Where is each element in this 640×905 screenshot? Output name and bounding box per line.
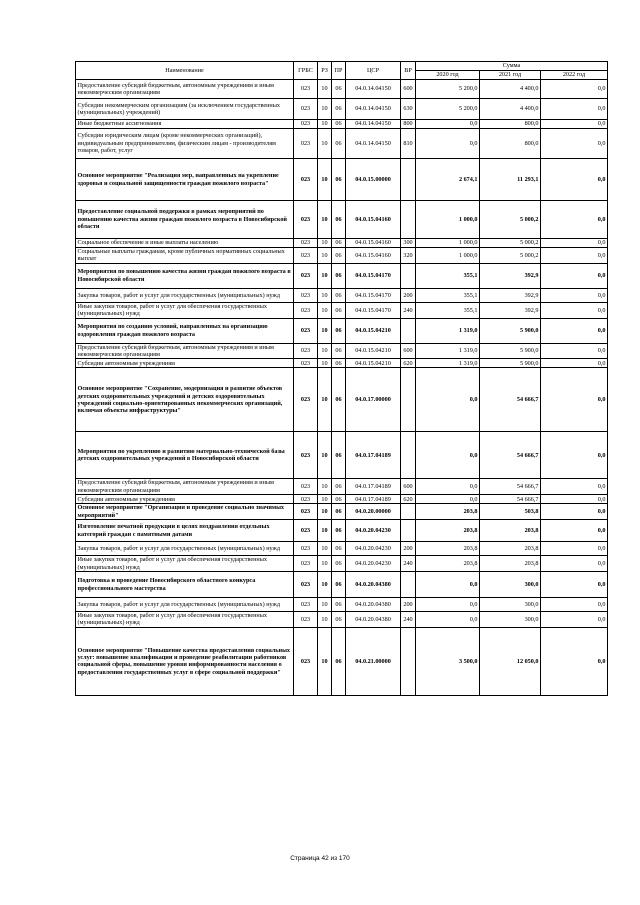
- header-sum: Сумма: [416, 62, 608, 71]
- table-row: [76, 359, 608, 368]
- table-cell-rz: 10: [318, 288, 332, 302]
- table-cell-csr: 04.0.15.04170: [346, 302, 401, 318]
- table-row: [76, 318, 608, 343]
- table-cell-name: Закупка товаров, работ и услуг для государственных (муниципальных) нужд: [76, 288, 294, 302]
- table-cell-csr: 04.0.15.04210: [346, 318, 401, 343]
- table-cell-2022: 0,0: [541, 556, 608, 572]
- table-cell-csr: 04.0.15.04160: [346, 201, 401, 239]
- table-cell-2021: 392,9: [480, 302, 541, 318]
- table-cell-2022: 0,0: [541, 368, 608, 432]
- table-cell-rz: 10: [318, 495, 332, 504]
- table-row: [76, 432, 608, 479]
- table-cell-vr: 800: [401, 120, 416, 129]
- table-row: [76, 627, 608, 695]
- table-cell-2021: 5 000,2: [480, 248, 541, 264]
- table-cell-2020: 203,8: [416, 520, 480, 542]
- table-cell-csr: 04.0.20.04380: [346, 572, 401, 598]
- table-cell-2020: 1 319,0: [416, 318, 480, 343]
- table-row: [76, 248, 608, 264]
- table-cell-csr: 04.0.15.04160: [346, 248, 401, 264]
- table-cell-name: Субсидии некоммерческим организациям (за исключением государственных (муниципальных) учреждений): [76, 99, 294, 120]
- header-name: Наименование: [76, 62, 294, 80]
- table-cell-name: Предоставление социальной поддержки в рамках мероприятий по повышению качества жизни граждан пожилого возраста в Новосибирской области: [76, 201, 294, 239]
- table-cell-name: Мероприятия по созданию условий, направленных на организацию оздоровления граждан пожилого возраста: [76, 318, 294, 343]
- table-cell-2021: 5 000,2: [480, 201, 541, 239]
- table-cell-pr: 06: [332, 520, 346, 542]
- table-cell-pr: 06: [332, 288, 346, 302]
- page-number: Страница 42 из 170: [290, 855, 350, 862]
- table-cell-pr: 06: [332, 627, 346, 695]
- table-cell-2020: 3 500,0: [416, 627, 480, 695]
- table-cell-grbs: 023: [294, 572, 318, 598]
- table-cell-pr: 06: [332, 495, 346, 504]
- table-cell-2022: 0,0: [541, 612, 608, 628]
- table-cell-rz: 10: [318, 572, 332, 598]
- table-cell-2020: 0,0: [416, 432, 480, 479]
- table-cell-2022: 0,0: [541, 359, 608, 368]
- table-row: [76, 572, 608, 598]
- table-row: [76, 520, 608, 542]
- table-cell-pr: 06: [332, 556, 346, 572]
- table-cell-vr: 240: [401, 556, 416, 572]
- table-cell-csr: 04.0.21.00000: [346, 627, 401, 695]
- table-cell-grbs: 023: [294, 99, 318, 120]
- table-cell-grbs: 023: [294, 288, 318, 302]
- table-row: [76, 159, 608, 201]
- table-cell-csr: 04.0.15.04160: [346, 239, 401, 248]
- table-cell-name: Основное мероприятие "Организация и проведение социально значимых мероприятий": [76, 504, 294, 520]
- table-cell-pr: 06: [332, 263, 346, 288]
- table-row: [76, 612, 608, 628]
- table-cell-name: Иные бюджетные ассигнования: [76, 120, 294, 129]
- table-cell-2020: 203,8: [416, 504, 480, 520]
- table-row: [76, 542, 608, 556]
- table-cell-rz: 10: [318, 201, 332, 239]
- table-row: [76, 368, 608, 432]
- table-row: [76, 263, 608, 288]
- table-cell-2020: 1 000,0: [416, 248, 480, 264]
- table-cell-csr: 04.0.20.04230: [346, 542, 401, 556]
- table-cell-2022: 0,0: [541, 248, 608, 264]
- table-row: [76, 302, 608, 318]
- table-cell-vr: 200: [401, 542, 416, 556]
- header-vr: ВР: [401, 62, 416, 80]
- table-cell-2022: 0,0: [541, 432, 608, 479]
- table-cell-2020: 1 319,0: [416, 343, 480, 359]
- table-cell-2022: 0,0: [541, 479, 608, 495]
- table-row: [76, 598, 608, 612]
- table-cell-2020: 0,0: [416, 129, 480, 159]
- table-cell-2022: 0,0: [541, 627, 608, 695]
- table-cell-2020: 203,8: [416, 556, 480, 572]
- table-cell-grbs: 023: [294, 504, 318, 520]
- table-cell-2020: 5 200,0: [416, 99, 480, 120]
- table-cell-2021: 5 900,0: [480, 359, 541, 368]
- header-2022: 2022 год: [541, 71, 608, 80]
- table-row: [76, 504, 608, 520]
- table-cell-2020: 203,8: [416, 542, 480, 556]
- table-cell-vr: 600: [401, 343, 416, 359]
- table-cell-grbs: 023: [294, 542, 318, 556]
- table-cell-grbs: 023: [294, 368, 318, 432]
- table-cell-rz: 10: [318, 504, 332, 520]
- table-cell-grbs: 023: [294, 359, 318, 368]
- table-cell-2022: 0,0: [541, 520, 608, 542]
- table-cell-csr: 04.0.20.04380: [346, 612, 401, 628]
- header-csr: ЦСР: [346, 62, 401, 80]
- table-cell-vr: 240: [401, 302, 416, 318]
- table-cell-rz: 10: [318, 520, 332, 542]
- table-cell-vr: 600: [401, 80, 416, 99]
- table-cell-grbs: 023: [294, 263, 318, 288]
- table-cell-rz: 10: [318, 343, 332, 359]
- table-row: [76, 495, 608, 504]
- table-cell-rz: 10: [318, 120, 332, 129]
- table-row: [76, 239, 608, 248]
- table-cell-2022: 0,0: [541, 542, 608, 556]
- table-cell-pr: 06: [332, 479, 346, 495]
- table-cell-2021: 300,0: [480, 612, 541, 628]
- table-cell-pr: 06: [332, 201, 346, 239]
- table-cell-pr: 06: [332, 598, 346, 612]
- table-cell-2021: 800,0: [480, 120, 541, 129]
- table-row: [76, 99, 608, 120]
- table-cell-pr: 06: [332, 432, 346, 479]
- table-row: [76, 120, 608, 129]
- header-2021: 2021 год: [480, 71, 541, 80]
- table-cell-grbs: 023: [294, 343, 318, 359]
- table-cell-vr: 630: [401, 99, 416, 120]
- table-cell-name: Изготовление печатной продукции в целях поздравления отдельных категорий граждан с памятными датами: [76, 520, 294, 542]
- table-cell-grbs: 023: [294, 80, 318, 99]
- table-cell-vr: [401, 520, 416, 542]
- table-cell-grbs: 023: [294, 129, 318, 159]
- table-cell-grbs: 023: [294, 556, 318, 572]
- table-cell-rz: 10: [318, 542, 332, 556]
- table-cell-grbs: 023: [294, 627, 318, 695]
- table-cell-2022: 0,0: [541, 495, 608, 504]
- table-row: [76, 80, 608, 99]
- header-2020: 2020 год: [416, 71, 480, 80]
- table-cell-name: Иные закупки товаров, работ и услуг для обеспечения государственных (муниципальных) нужд: [76, 612, 294, 628]
- table-cell-vr: [401, 368, 416, 432]
- table-cell-rz: 10: [318, 627, 332, 695]
- table-cell-2022: 0,0: [541, 80, 608, 99]
- table-cell-name: Иные закупки товаров, работ и услуг для обеспечения государственных (муниципальных) нужд: [76, 556, 294, 572]
- table-cell-pr: 06: [332, 368, 346, 432]
- table-cell-2022: 0,0: [541, 288, 608, 302]
- table-cell-name: Предоставление субсидий бюджетным, автономным учреждениям и иным некоммерческим организациям: [76, 479, 294, 495]
- table-row: [76, 556, 608, 572]
- table-cell-rz: 10: [318, 598, 332, 612]
- table-cell-name: Основное мероприятие "Повышение качества предоставления социальных услуг: повышение квалификации и проведение реабилитации работников социальной сферы, повышение уровня информированности населения о предоставлении государственных услуг в сфере социальной поддержки": [76, 627, 294, 695]
- table-cell-grbs: 023: [294, 598, 318, 612]
- table-cell-grbs: 023: [294, 318, 318, 343]
- table-cell-grbs: 023: [294, 495, 318, 504]
- table-cell-pr: 06: [332, 542, 346, 556]
- table-cell-vr: 600: [401, 479, 416, 495]
- table-cell-pr: 06: [332, 239, 346, 248]
- table-cell-csr: 04.0.17.04189: [346, 495, 401, 504]
- table-cell-2022: 0,0: [541, 129, 608, 159]
- table-cell-2022: 0,0: [541, 120, 608, 129]
- table-cell-2020: 0,0: [416, 612, 480, 628]
- table-cell-grbs: 023: [294, 520, 318, 542]
- table-cell-2021: 54 666,7: [480, 479, 541, 495]
- table-cell-csr: 04.0.17.00000: [346, 368, 401, 432]
- table-cell-2020: 355,1: [416, 263, 480, 288]
- table-cell-rz: 10: [318, 159, 332, 201]
- table-row: [76, 343, 608, 359]
- table-cell-2020: 0,0: [416, 598, 480, 612]
- table-row: [76, 201, 608, 239]
- table-row: [76, 479, 608, 495]
- table-cell-name: Предоставление субсидий бюджетным, автономным учреждениям и иным некоммерческим организациям: [76, 80, 294, 99]
- table-cell-csr: 04.0.20.04230: [346, 520, 401, 542]
- table-cell-csr: 04.0.14.04150: [346, 99, 401, 120]
- table-cell-grbs: 023: [294, 302, 318, 318]
- table-cell-pr: 06: [332, 99, 346, 120]
- table-cell-csr: 04.0.14.04150: [346, 80, 401, 99]
- table-cell-csr: 04.0.15.04170: [346, 288, 401, 302]
- table-cell-2020: 0,0: [416, 479, 480, 495]
- table-cell-2022: 0,0: [541, 239, 608, 248]
- table-cell-rz: 10: [318, 479, 332, 495]
- table-cell-pr: 06: [332, 612, 346, 628]
- table-cell-vr: 620: [401, 359, 416, 368]
- table-cell-2021: 4 400,0: [480, 80, 541, 99]
- table-cell-2021: 392,9: [480, 263, 541, 288]
- table-cell-2020: 355,1: [416, 302, 480, 318]
- table-cell-pr: 06: [332, 159, 346, 201]
- table-cell-csr: 04.0.20.00000: [346, 504, 401, 520]
- table-cell-csr: 04.0.20.04380: [346, 598, 401, 612]
- table-cell-vr: 620: [401, 495, 416, 504]
- table-cell-grbs: 023: [294, 159, 318, 201]
- table-cell-rz: 10: [318, 239, 332, 248]
- table-cell-2020: 0,0: [416, 368, 480, 432]
- table-cell-rz: 10: [318, 263, 332, 288]
- table-cell-2020: 0,0: [416, 495, 480, 504]
- table-cell-vr: [401, 201, 416, 239]
- table-cell-name: Мероприятия по укреплению и развитию материально-технической базы детских оздоровительных учреждений в Новосибирской области: [76, 432, 294, 479]
- table-cell-name: Субсидии автономным учреждениям: [76, 495, 294, 504]
- table-cell-2021: 300,0: [480, 572, 541, 598]
- table-row: [76, 129, 608, 159]
- table-cell-2021: 300,0: [480, 598, 541, 612]
- table-cell-name: Субсидии юридическим лицам (кроме некоммерческих организаций), индивидуальным предпринимателям, физическим лицам - производителям товаров, работ, услуг: [76, 129, 294, 159]
- table-cell-name: Иные закупки товаров, работ и услуг для обеспечения государственных (муниципальных) нужд: [76, 302, 294, 318]
- table-cell-rz: 10: [318, 556, 332, 572]
- header-grbs: ГРБС: [294, 62, 318, 80]
- table-cell-rz: 10: [318, 612, 332, 628]
- table-cell-2022: 0,0: [541, 318, 608, 343]
- table-cell-pr: 06: [332, 572, 346, 598]
- table-cell-2022: 0,0: [541, 201, 608, 239]
- table-cell-vr: 300: [401, 239, 416, 248]
- table-cell-2020: 1 319,0: [416, 359, 480, 368]
- table-cell-2021: 5 000,2: [480, 239, 541, 248]
- table-cell-grbs: 023: [294, 239, 318, 248]
- table-cell-csr: 04.0.14.04150: [346, 129, 401, 159]
- table-cell-csr: 04.0.17.04189: [346, 479, 401, 495]
- table-cell-2021: 5 900,0: [480, 343, 541, 359]
- table-cell-pr: 06: [332, 302, 346, 318]
- table-cell-2021: 203,8: [480, 556, 541, 572]
- table-cell-vr: [401, 263, 416, 288]
- table-cell-pr: 06: [332, 504, 346, 520]
- table-cell-csr: 04.0.20.04230: [346, 556, 401, 572]
- table-cell-2021: 203,8: [480, 520, 541, 542]
- budget-table: [75, 61, 608, 696]
- table-cell-2021: 54 666,7: [480, 495, 541, 504]
- table-cell-rz: 10: [318, 99, 332, 120]
- header-rz: РЗ: [318, 62, 332, 80]
- table-cell-pr: 06: [332, 129, 346, 159]
- table-cell-2022: 0,0: [541, 598, 608, 612]
- table-cell-csr: 04.0.15.04210: [346, 343, 401, 359]
- table-cell-2020: 1 000,0: [416, 201, 480, 239]
- table-cell-vr: [401, 318, 416, 343]
- table-cell-name: Субсидии автономным учреждениям: [76, 359, 294, 368]
- table-cell-csr: 04.0.15.04170: [346, 263, 401, 288]
- table-cell-2020: 5 200,0: [416, 80, 480, 99]
- table-cell-pr: 06: [332, 359, 346, 368]
- table-cell-name: Социальные выплаты гражданам, кроме публичных нормативных социальных выплат: [76, 248, 294, 264]
- table-cell-2021: 503,8: [480, 504, 541, 520]
- table-cell-vr: 200: [401, 598, 416, 612]
- table-cell-pr: 06: [332, 248, 346, 264]
- table-cell-pr: 06: [332, 80, 346, 99]
- table-cell-2021: 4 400,0: [480, 99, 541, 120]
- table-cell-grbs: 023: [294, 120, 318, 129]
- table-cell-rz: 10: [318, 432, 332, 479]
- table-cell-name: Социальное обеспечение и иные выплаты населению: [76, 239, 294, 248]
- table-cell-2020: 2 674,1: [416, 159, 480, 201]
- table-cell-2021: 203,8: [480, 542, 541, 556]
- table-cell-grbs: 023: [294, 479, 318, 495]
- table-cell-rz: 10: [318, 368, 332, 432]
- table-cell-name: Основное мероприятие "Сохранение, модернизация и развитие объектов детских оздоровительных учреждений и детских оздоровительных учреждений социально-ориентированных некоммерческих организаций, включая объекты инфраструктуры": [76, 368, 294, 432]
- table-cell-rz: 10: [318, 80, 332, 99]
- table-cell-2022: 0,0: [541, 504, 608, 520]
- table-cell-rz: 10: [318, 318, 332, 343]
- table-cell-vr: [401, 504, 416, 520]
- table-cell-vr: 200: [401, 288, 416, 302]
- table-cell-vr: 240: [401, 612, 416, 628]
- table-cell-csr: 04.0.14.04150: [346, 120, 401, 129]
- table-cell-pr: 06: [332, 318, 346, 343]
- table-cell-2021: 392,9: [480, 288, 541, 302]
- table-cell-2022: 0,0: [541, 159, 608, 201]
- table-body: [76, 80, 608, 696]
- table-cell-2022: 0,0: [541, 572, 608, 598]
- table-cell-csr: 04.0.17.04189: [346, 432, 401, 479]
- table-cell-vr: 320: [401, 248, 416, 264]
- table-row: [76, 288, 608, 302]
- table-cell-2021: 12 050,0: [480, 627, 541, 695]
- table-cell-csr: 04.0.15.00000: [346, 159, 401, 201]
- table-cell-grbs: 023: [294, 432, 318, 479]
- table-cell-csr: 04.0.15.04210: [346, 359, 401, 368]
- table-cell-pr: 06: [332, 120, 346, 129]
- table-cell-2022: 0,0: [541, 343, 608, 359]
- table-cell-2020: 0,0: [416, 572, 480, 598]
- table-cell-2020: 355,1: [416, 288, 480, 302]
- table-cell-rz: 10: [318, 359, 332, 368]
- table-cell-2020: 0,0: [416, 120, 480, 129]
- table-cell-vr: [401, 627, 416, 695]
- table-cell-2021: 800,0: [480, 129, 541, 159]
- table-cell-name: Предоставление субсидий бюджетным, автономным учреждениям и иным некоммерческим организациям: [76, 343, 294, 359]
- table-cell-name: Закупка товаров, работ и услуг для государственных (муниципальных) нужд: [76, 598, 294, 612]
- table-cell-rz: 10: [318, 129, 332, 159]
- table-cell-2021: 5 900,0: [480, 318, 541, 343]
- table-cell-pr: 06: [332, 343, 346, 359]
- table-cell-vr: [401, 432, 416, 479]
- table-cell-2022: 0,0: [541, 263, 608, 288]
- table-cell-vr: [401, 159, 416, 201]
- header-pr: ПР: [332, 62, 346, 80]
- table-cell-rz: 10: [318, 248, 332, 264]
- table-cell-rz: 10: [318, 302, 332, 318]
- table-cell-2021: 11 293,1: [480, 159, 541, 201]
- table-cell-grbs: 023: [294, 248, 318, 264]
- table-cell-name: Закупка товаров, работ и услуг для государственных (муниципальных) нужд: [76, 542, 294, 556]
- table-cell-name: Основное мероприятие "Реализация мер, направленных на укрепление здоровья и социальной защищенности граждан пожилого возраста": [76, 159, 294, 201]
- table-cell-2020: 1 000,0: [416, 239, 480, 248]
- table-cell-vr: [401, 572, 416, 598]
- table-cell-2021: 54 666,7: [480, 432, 541, 479]
- table-cell-2021: 54 666,7: [480, 368, 541, 432]
- table-cell-2022: 0,0: [541, 99, 608, 120]
- table-cell-2022: 0,0: [541, 302, 608, 318]
- table-cell-grbs: 023: [294, 201, 318, 239]
- table-cell-name: Подготовка и проведение Новосибирского областного конкурса профессионального мастерства: [76, 572, 294, 598]
- table-cell-grbs: 023: [294, 612, 318, 628]
- table-cell-name: Мероприятия по повышению качества жизни граждан пожилого возраста в Новосибирской области: [76, 263, 294, 288]
- table-cell-vr: 810: [401, 129, 416, 159]
